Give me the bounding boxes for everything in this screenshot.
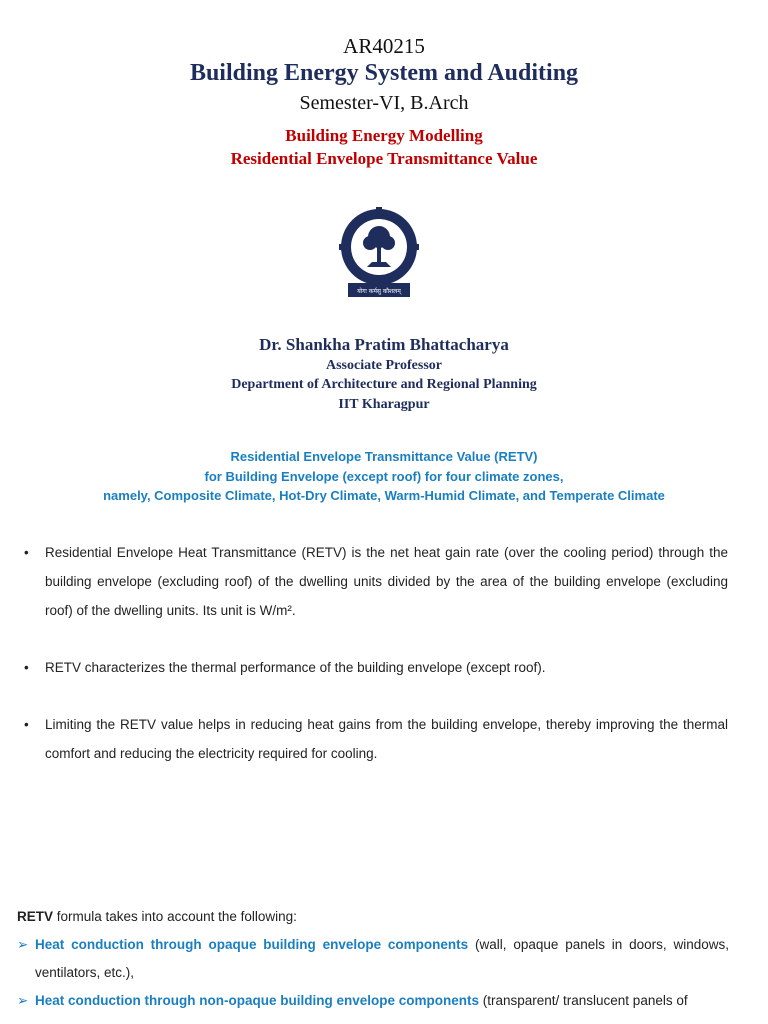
course-code: AR40215: [343, 34, 425, 58]
author-department: Department of Architecture and Regional Planning: [231, 377, 537, 392]
arrow-bullet-icon: ➢: [17, 937, 29, 952]
formula-item-highlight: Heat conduction through opaque building envelope components: [35, 937, 469, 952]
subtitle-line-3: namely, Composite Climate, Hot-Dry Climate, Warm-Humid Climate, and Temperate Climate: [103, 488, 665, 503]
retv-formula-section: [17, 903, 729, 1015]
author-role: Associate Professor: [326, 358, 442, 373]
bullet-text: RETV characterizes the thermal performance of the building envelope (except roof).: [45, 660, 546, 675]
formula-item: [17, 931, 729, 987]
formula-item-highlight: Heat conduction through non-opaque building envelope components: [35, 993, 479, 1008]
formula-item: [17, 987, 729, 1015]
retv-subtitle: [0, 447, 768, 506]
formula-item-text: (transparent/ translucent panels of: [478, 993, 688, 1008]
topic-line-1: Building Energy Modelling: [285, 126, 483, 145]
bullet-icon: •: [24, 717, 29, 732]
motto-scroll: [348, 283, 410, 297]
subtitle-line-1: Residential Envelope Transmittance Value (RETV): [230, 449, 538, 464]
author-name: Dr. Shankha Pratim Bhattacharya: [259, 335, 509, 354]
course-title: Building Energy System and Auditing: [189, 60, 579, 86]
logo-motto: योगः कर्मसु कौशलम्: [357, 288, 401, 295]
bullet-icon: •: [24, 545, 29, 560]
formula-lead-bold: RETV: [17, 909, 54, 924]
bullet-text: Limiting the RETV value helps in reducing heat gains from the building envelope, thereby improving the thermal comfort and reducing the electricity required for cooling.: [45, 717, 728, 761]
formula-item-text: (wall, opaque panels in doors, windows, ventilators, etc.),: [35, 937, 730, 980]
bullet-text: Residential Envelope Heat Transmittance (RETV) is the net heat gain rate (over the cooling period) through the building envelope (excluding roof) of the dwelling units divided by the area of the building envelope (excluding roof) of the dwelling units. Its unit is W/m².: [45, 545, 728, 618]
topic-line-2: Residential Envelope Transmittance Value: [230, 149, 538, 168]
semester: Semester-VI, B.Arch: [299, 92, 469, 114]
arrow-bullet-icon: ➢: [17, 993, 29, 1008]
formula-lead-text: formula takes into account the following:: [53, 909, 297, 924]
iit-kharagpur-emblem-icon: [334, 207, 424, 299]
subtitle-line-2: for Building Envelope (except roof) for four climate zones,: [204, 468, 564, 484]
formula-lead: [17, 903, 729, 931]
author-institute: IIT Kharagpur: [338, 397, 430, 412]
bullet-icon: •: [24, 660, 29, 675]
